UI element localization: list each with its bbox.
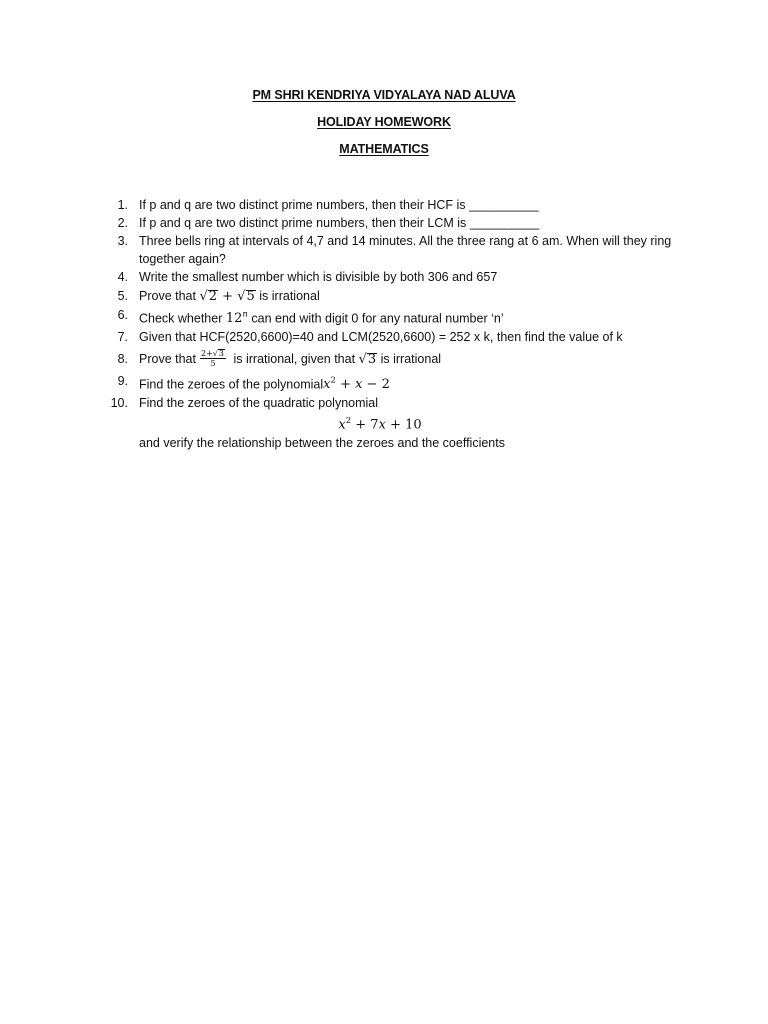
question-text: If p and q are two distinct prime numbers, then their HCF is __________ <box>139 198 539 212</box>
question-suffix: is irrational <box>380 352 442 367</box>
quadratic-formula: $x^2 + 7x + 10$ <box>338 415 422 433</box>
question-number: 5. <box>117 289 128 303</box>
question-2 <box>108 214 688 232</box>
question-text: Find the zeroes of the quadratic polynomial <box>139 395 379 410</box>
question-text: Three bells ring at intervals of 4,7 and 14 minutes. All the three rang at 6 am. When will they ring together again? <box>139 234 672 266</box>
school-name: PM SHRI KENDRIYA VIDYALAYA NAD ALUVA <box>252 88 516 102</box>
question-prefix: Prove that <box>139 289 196 303</box>
question-suffix: can end with digit 0 for any natural number ‘n’ <box>251 311 504 326</box>
question-1 <box>108 196 688 214</box>
question-number: 8. <box>117 352 128 367</box>
question-text: Write the smallest number which is divisible by both 306 and 657 <box>139 270 498 284</box>
question-9 <box>108 372 688 394</box>
question-5 <box>108 287 688 306</box>
question-10-continuation: and verify the relationship between the zeroes and the coefficients <box>139 436 505 451</box>
fraction-formula: $\frac{2+√3}{5}$ <box>200 348 224 368</box>
question-number: 6. <box>117 308 128 322</box>
document-title: HOLIDAY HOMEWORK <box>317 115 451 129</box>
question-number: 9. <box>117 373 128 388</box>
question-suffix: is irrational <box>259 289 320 303</box>
sqrt3-formula: √3 <box>358 352 377 368</box>
question-6 <box>108 306 688 328</box>
question-number: 1. <box>117 198 128 212</box>
polynomial-formula: $x^2 + x - 2$ <box>323 375 390 392</box>
question-number: 10. <box>110 395 128 410</box>
question-text: If p and q are two distinct prime numbers, then their LCM is __________ <box>139 216 540 230</box>
question-3 <box>108 232 688 268</box>
question-number: 2. <box>117 216 128 230</box>
subject-title: MATHEMATICS <box>339 142 429 156</box>
question-8 <box>108 350 688 369</box>
question-list <box>108 196 688 452</box>
question-prefix: Find the zeroes of the polynomial <box>139 376 324 391</box>
question-4 <box>108 268 688 286</box>
question-number: 3. <box>117 234 128 248</box>
twelve-power-n-formula: 12$^n$ <box>225 310 248 327</box>
question-text: Given that HCF(2520,6600)=40 and LCM(2520,6600) = 252 x k, then find the value of k <box>139 330 623 345</box>
question-middle: is irrational, given that <box>233 352 356 367</box>
question-10 <box>108 394 688 412</box>
question-prefix: Prove that <box>139 352 196 367</box>
question-number: 4. <box>117 270 128 284</box>
question-number: 7. <box>117 330 128 345</box>
sqrt2-plus-sqrt5-formula: √2 + √5 <box>199 289 255 304</box>
question-prefix: Check whether <box>139 311 223 326</box>
question-7 <box>108 328 688 346</box>
